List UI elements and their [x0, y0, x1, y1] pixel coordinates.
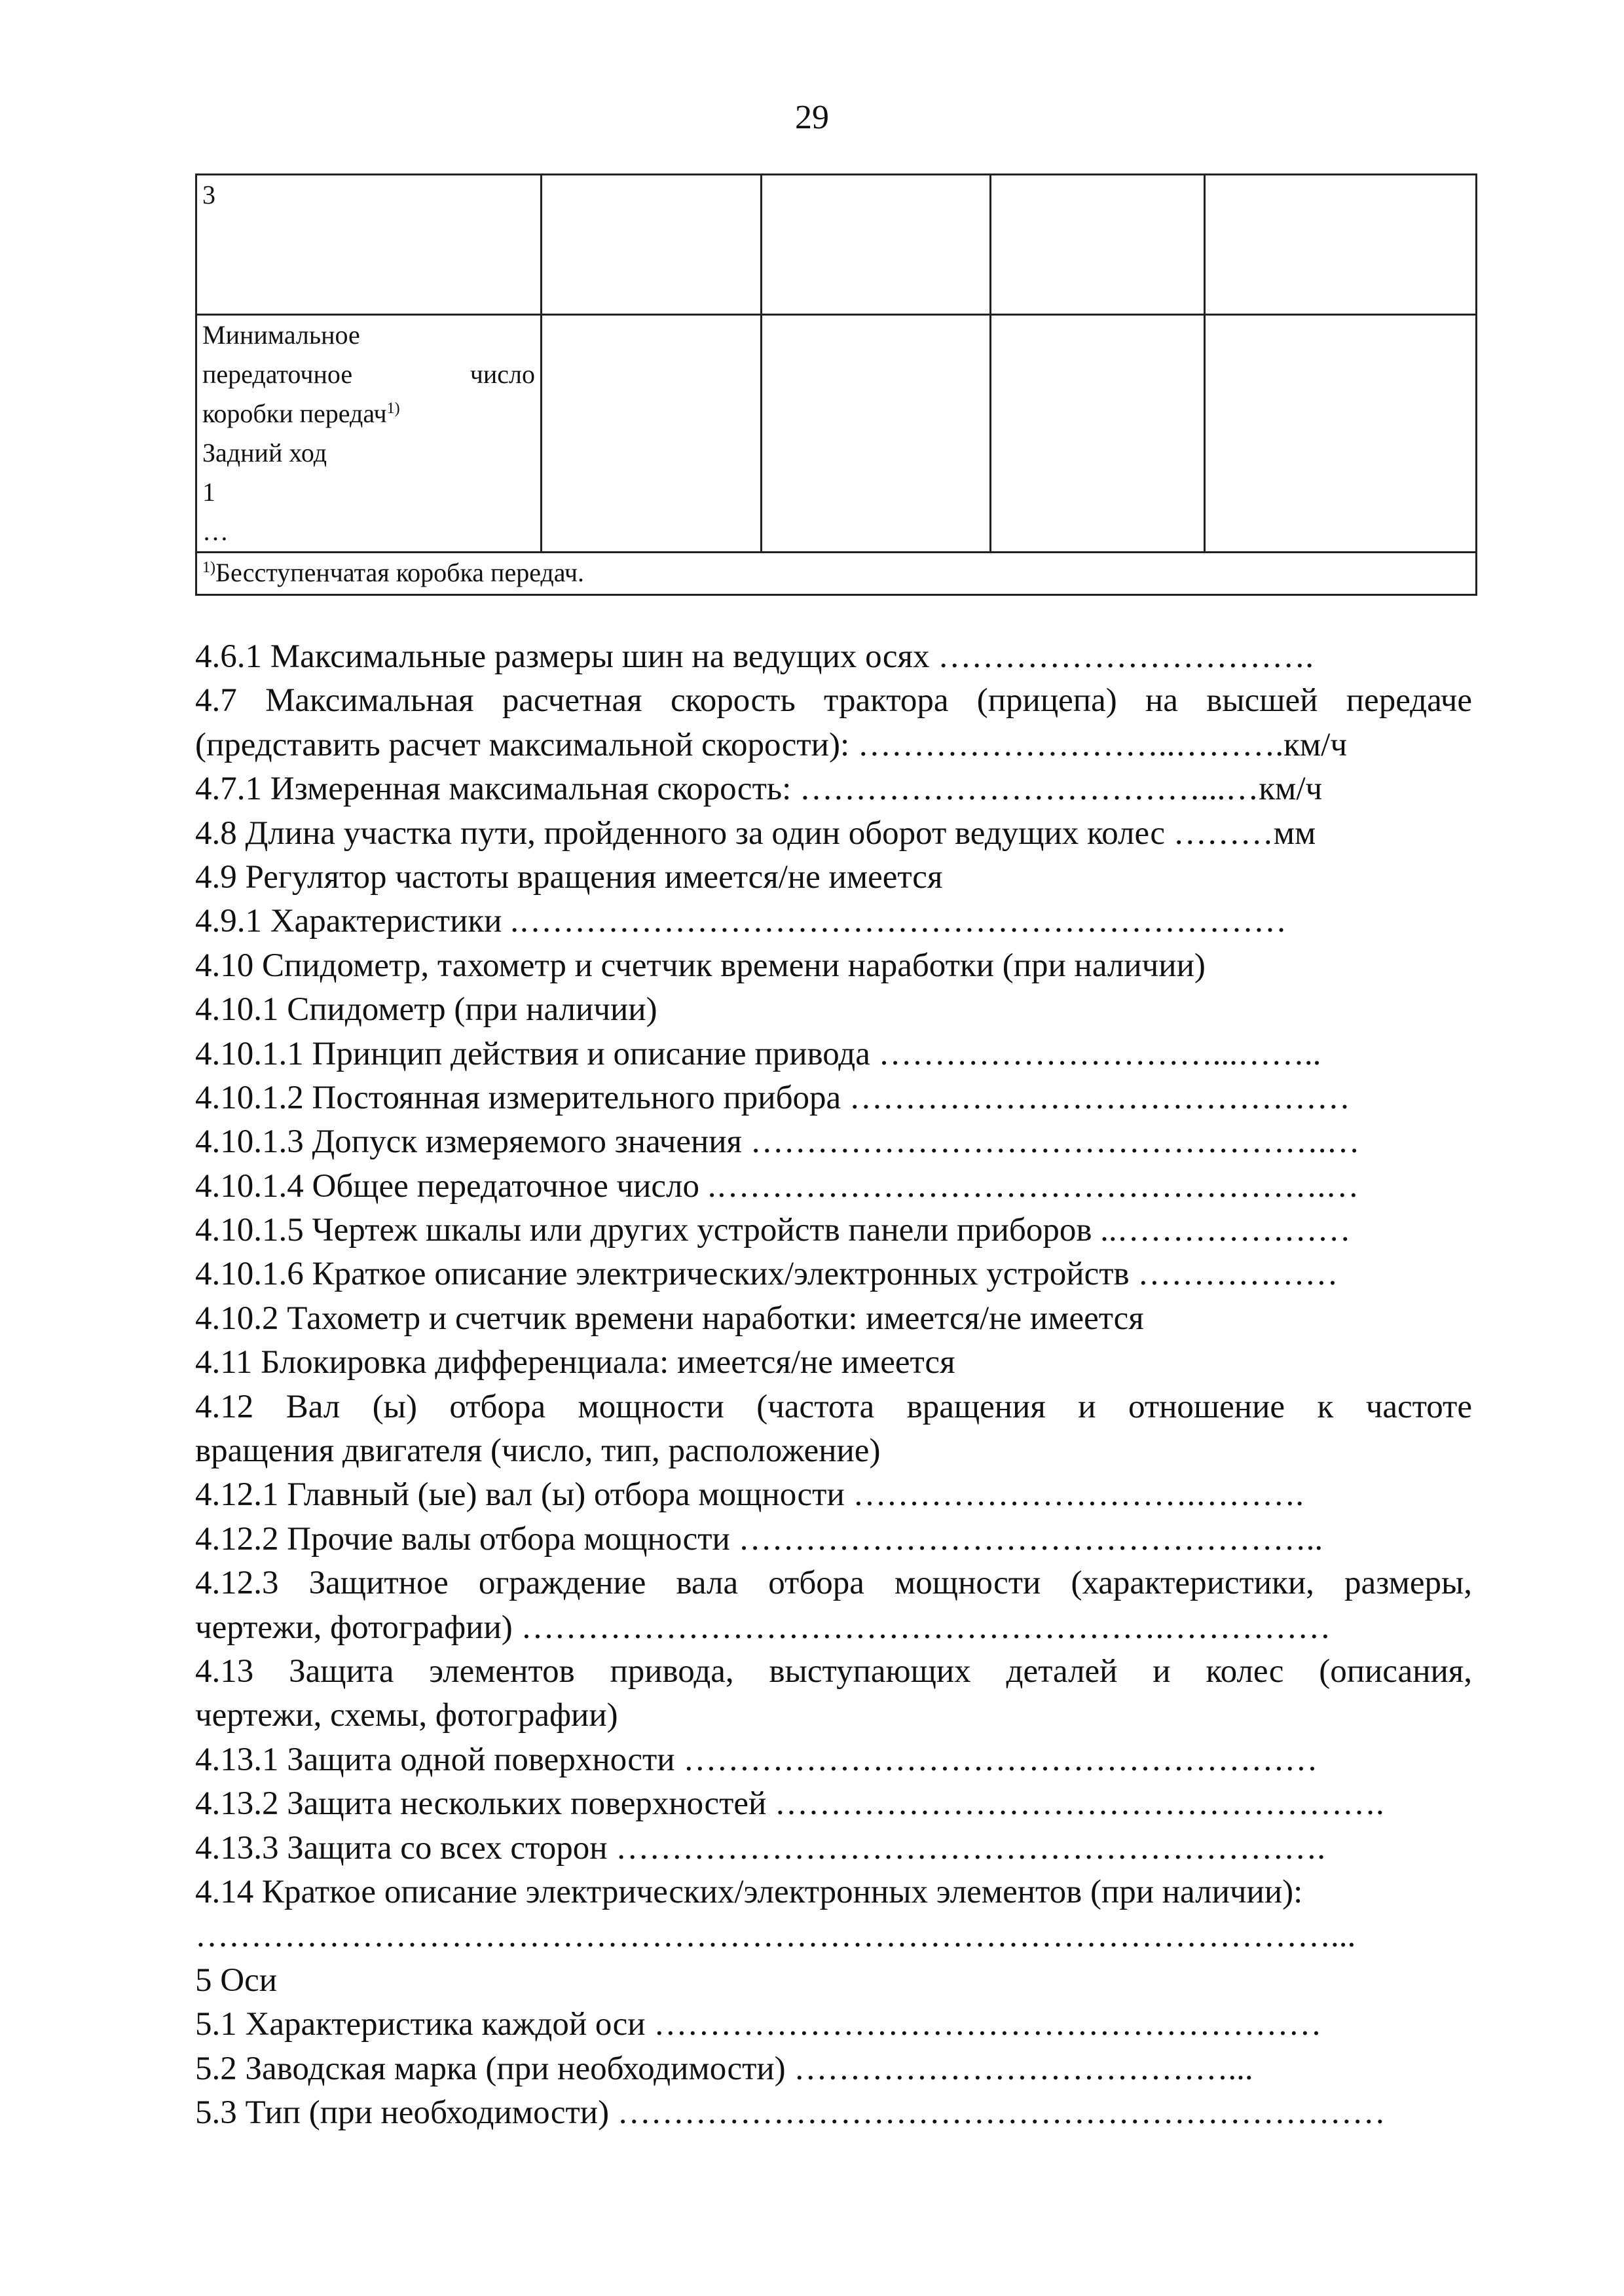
text-line: 4.10.1.1 Принцип действия и описание привода …………………………...……..: [195, 1035, 1321, 1072]
row-number: 3: [202, 180, 215, 210]
footnote-mark: 1): [202, 559, 215, 576]
text-line: 4.9 Регулятор частоты вращения имеется/не имеется: [195, 858, 943, 896]
text-line: 4.10.1.2 Постоянная измерительного прибора ………………………………………: [195, 1079, 1350, 1116]
transmission-table: [195, 173, 1477, 596]
text-line: 4.12.2 Прочие валы отбора мощности ……………………………………………..: [195, 1520, 1323, 1558]
cell-text: число: [470, 359, 535, 389]
cell-text: Минимальное: [202, 320, 360, 350]
cell-text: …: [202, 517, 229, 546]
text-line: 4.13 Защита элементов привода, выступающих деталей и колес (описания,: [195, 1652, 1472, 1690]
text-line: 5 Оси: [195, 1961, 278, 1999]
text-line: 4.10.1.3 Допуск измеряемого значения …………………………………………….…: [195, 1123, 1360, 1161]
document-body: [195, 635, 1472, 2135]
table-cell: [196, 175, 542, 315]
cell-text: 1: [202, 477, 215, 507]
table-cell: [196, 315, 542, 553]
page-number: 29: [795, 99, 829, 136]
text-line: 4.13.3 Защита со всех сторон ……………………………………………………….: [195, 1829, 1325, 1867]
text-line: вращения двигателя (число, тип, расположение): [195, 1432, 881, 1470]
text-line: 4.12.1 Главный (ые) вал (ы) отбора мощности ………………………….……….: [195, 1476, 1304, 1514]
footnote-text: Бесступенчатая коробка передач.: [215, 558, 585, 587]
text-line: 4.11 Блокировка дифференциала: имеется/не имеется: [195, 1344, 955, 1381]
text-line: 4.10.1.5 Чертеж шкалы или других устройств панели приборов ..…………………: [195, 1212, 1351, 1249]
text-line: 4.10 Спидометр, тахометр и счетчик времени наработки (при наличии): [195, 947, 1206, 984]
table-row: [196, 315, 1477, 553]
text-line: 4.12.3 Защитное ограждение вала отбора мощности (характеристики, размеры,: [195, 1565, 1472, 1602]
text-line: 4.10.1 Спидометр (при наличии): [195, 991, 657, 1029]
text-line: 4.9.1 Характеристики .……………………………………………………………: [195, 903, 1287, 940]
text-line: 4.7 Максимальная расчетная скорость трактора (прицепа) на высшей передаче: [195, 682, 1472, 720]
table-cell: [1205, 315, 1477, 553]
cell-text: передаточное: [202, 359, 353, 389]
footnote-mark: 1): [386, 400, 400, 417]
text-line: 4.12 Вал (ы) отбора мощности (частота вращения и отношение к частоте: [195, 1388, 1472, 1425]
text-line: 5.2 Заводская марка (при необходимости) …………………………………...: [195, 2050, 1253, 2087]
table-cell: [991, 175, 1205, 315]
cell-text: коробки передач: [202, 399, 387, 428]
cell-text: Задний ход: [202, 438, 327, 467]
text-line: 4.10.1.4 Общее передаточное число .……………………………………………….…: [195, 1167, 1359, 1205]
table-row: [196, 553, 1477, 595]
cell-text: [202, 355, 535, 394]
text-line: 4.10.2 Тахометр и счетчик времени наработки: имеется/не имеется: [195, 1300, 1144, 1337]
text-line: 4.14 Краткое описание электрических/электронных элементов (при наличии):: [195, 1873, 1303, 1910]
text-line: 5.3 Тип (при необходимости) ……………………………………………………………: [195, 2094, 1386, 2131]
table-cell: [542, 175, 762, 315]
table-cell: [762, 175, 991, 315]
text-line: 4.6.1 Максимальные размеры шин на ведущих осях …………………………….: [195, 638, 1314, 675]
table-cell: [542, 315, 762, 553]
table-footnote: [196, 553, 1477, 595]
table-cell: [762, 315, 991, 553]
text-line: 5.1 Характеристика каждой оси ……………………………………………………: [195, 2006, 1322, 2043]
text-line: 4.10.1.6 Краткое описание электрических/электронных устройств ………………: [195, 1256, 1338, 1293]
text-line: чертежи, схемы, фотографии): [195, 1697, 618, 1734]
text-line: 4.8 Длина участка пути, пройденного за один оборот ведущих колес ………мм: [195, 814, 1316, 852]
table-cell: [991, 315, 1205, 553]
text-line: 4.13.1 Защита одной поверхности …………………………………………………: [195, 1741, 1318, 1778]
text-line: (представить расчет максимальной скорости): ………………………..……….км/ч: [195, 726, 1348, 763]
table-cell: [1205, 175, 1477, 315]
cell-text: [202, 394, 535, 433]
text-line: 4.7.1 Измеренная максимальная скорость: ………………………………...…км/ч: [195, 771, 1323, 808]
text-line: чертежи, фотографии) ………………………………………………….……………: [195, 1609, 1331, 1646]
text-line: …………………………………………………………………………………………...: [195, 1918, 1356, 1955]
table-row: [196, 175, 1477, 315]
text-line: 4.13.2 Защита нескольких поверхностей ……………………………………………….: [195, 1785, 1384, 1823]
